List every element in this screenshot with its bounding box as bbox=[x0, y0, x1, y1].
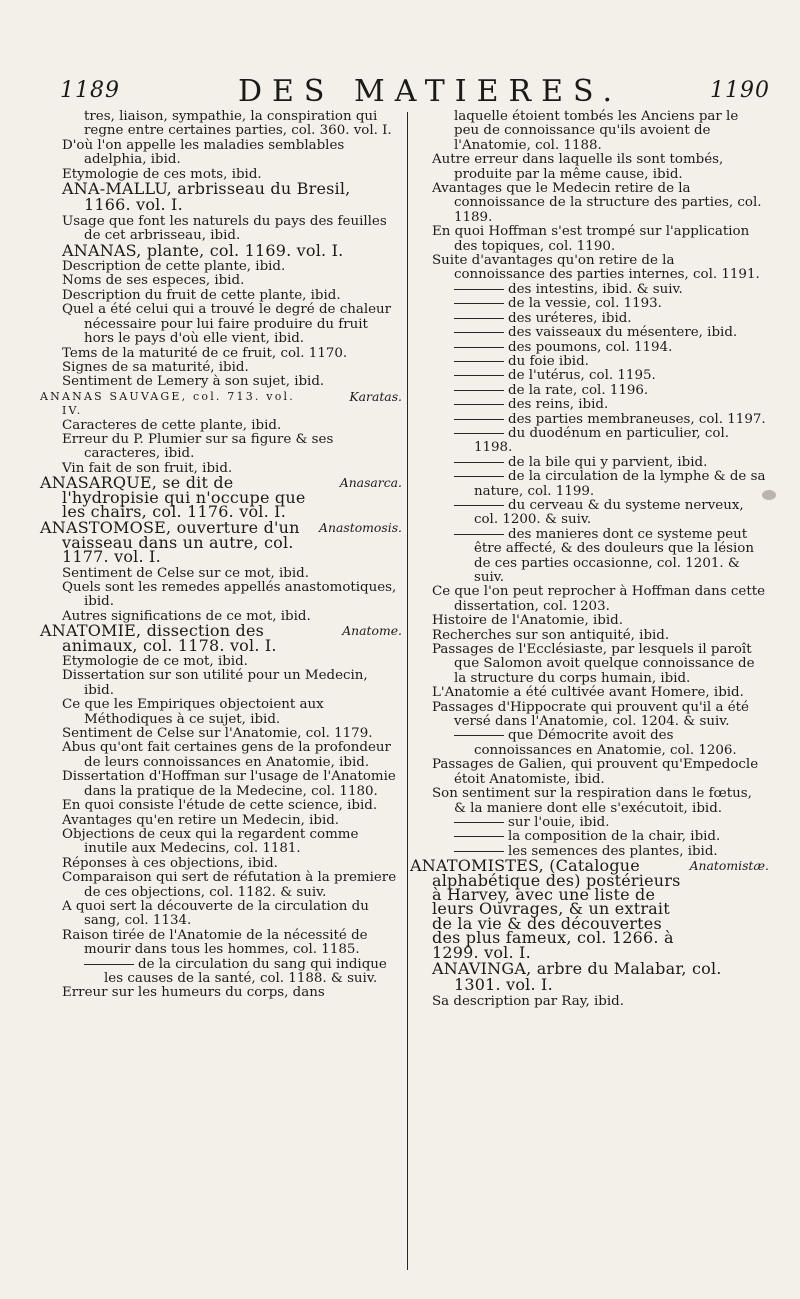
index-entry bbox=[432, 225, 767, 254]
ditto-dash bbox=[454, 735, 504, 736]
entry-text: Ce que les Empiriques objectoient aux Méthodiques à ce sujet, ibid. bbox=[62, 697, 324, 727]
index-entry bbox=[432, 787, 767, 816]
index-entry bbox=[62, 900, 400, 929]
index-entry bbox=[432, 182, 767, 225]
index-entry bbox=[62, 655, 400, 669]
entry-text: ANASTOMOSE, ouverture d'un vaisseau dans un autre, col. 1177. vol. I. bbox=[40, 518, 300, 567]
index-subentry bbox=[62, 958, 400, 987]
index-entry bbox=[62, 828, 400, 857]
entry-text: Sentiment de Celse sur l'Anatomie, col. 1179. bbox=[62, 726, 373, 742]
latin-marginal-term: Anasarca. bbox=[339, 475, 402, 491]
ditto-dash bbox=[454, 318, 504, 319]
ditto-dash bbox=[454, 836, 504, 837]
entry-text: de la bile qui y parvient, ibid. bbox=[508, 454, 708, 470]
ditto-dash bbox=[454, 289, 504, 290]
ditto-dash bbox=[454, 851, 504, 852]
index-entry bbox=[62, 698, 400, 727]
entry-text: ANATOMIE, dissection des animaux, col. 1178. vol. I. bbox=[40, 621, 277, 655]
index-headword-entry bbox=[40, 621, 402, 655]
index-headword-entry bbox=[40, 518, 402, 567]
right-column bbox=[410, 109, 769, 1009]
entry-text: de la vessie, col. 1193. bbox=[508, 296, 662, 312]
entry-text: Son sentiment sur la respiration dans le fœtus, & la maniere dont elle s'exécutoit, ibid. bbox=[432, 786, 752, 816]
index-entry bbox=[62, 419, 400, 433]
entry-text: des manieres dont ce systeme peut être affecté, & des douleurs que la lésion de ces parties occasionne, col. 1201. & suiv. bbox=[474, 526, 754, 585]
index-subentry bbox=[432, 816, 767, 830]
index-subentry bbox=[432, 830, 767, 844]
entry-text: des vaisseaux du mésentere, ibid. bbox=[508, 325, 738, 341]
entry-text: Passages de l'Ecclésiaste, par lesquels il paroît que Salomon avoit quelque connoissance de la structure du corps humain, ibid. bbox=[432, 642, 755, 686]
index-entry bbox=[432, 614, 767, 628]
ditto-dash bbox=[454, 404, 504, 405]
entry-text: Erreur du P. Plumier sur sa figure & ses caracteres, ibid. bbox=[62, 431, 334, 462]
index-entry bbox=[62, 361, 400, 375]
index-entry bbox=[62, 274, 400, 288]
ditto-dash bbox=[454, 332, 504, 333]
index-headword-entry bbox=[40, 388, 402, 419]
entry-text: Description du fruit de cette plante, ibid. bbox=[62, 287, 341, 303]
entry-text: Vin fait de son fruit, ibid. bbox=[62, 460, 233, 476]
entry-text: Histoire de l'Anatomie, ibid. bbox=[432, 613, 623, 629]
index-subentry bbox=[432, 369, 767, 383]
entry-text: Signes de sa maturité, ibid. bbox=[62, 359, 249, 375]
entry-text: du cerveau & du systeme nerveux, col. 1200. & suiv. bbox=[474, 497, 744, 528]
index-subentry bbox=[432, 283, 767, 297]
entry-text: Erreur sur les humeurs du corps, dans bbox=[62, 985, 325, 1001]
index-entry bbox=[62, 567, 400, 581]
entry-text: Dissertation sur son utilité pour un Medecin, ibid. bbox=[62, 668, 368, 698]
index-subentry bbox=[432, 729, 767, 758]
entry-text: Suite d'avantages qu'on retire de la connoissance des parties internes, col. 1191. bbox=[432, 253, 760, 283]
index-entry bbox=[62, 303, 400, 346]
entry-text: sur l'ouie, ibid. bbox=[508, 814, 610, 830]
index-entry bbox=[62, 814, 400, 828]
index-entry bbox=[432, 254, 767, 283]
ditto-dash bbox=[454, 303, 504, 304]
entry-text: Quels sont les remedes appellés anastomotiques, ibid. bbox=[62, 580, 397, 610]
index-entry bbox=[432, 110, 767, 153]
latin-marginal-term: Anastomosis. bbox=[319, 520, 402, 536]
page-header bbox=[60, 74, 770, 112]
ditto-dash bbox=[454, 433, 504, 434]
index-headword-entry bbox=[62, 240, 400, 260]
index-entry bbox=[62, 433, 400, 462]
index-entry bbox=[432, 643, 767, 686]
entry-text: Passages d'Hippocrate qui prouvent qu'il a été versé dans l'Anatomie, col. 1204. & suiv. bbox=[432, 699, 749, 730]
index-subentry bbox=[432, 398, 767, 412]
entry-text: des intestins, ibid. & suiv. bbox=[508, 281, 683, 297]
index-entry bbox=[62, 375, 400, 389]
entry-text: ANAVINGA, arbre du Malabar, col. 1301. vol. I. bbox=[432, 958, 722, 995]
index-entry bbox=[62, 289, 400, 303]
left-page-number: 1189 bbox=[60, 78, 120, 103]
ditto-dash bbox=[454, 822, 504, 823]
entry-text: ANA-MALLU, arbrisseau du Bresil, 1166. vol. I. bbox=[62, 179, 351, 215]
entry-text: Sa description par Ray, ibid. bbox=[432, 993, 624, 1009]
index-entry bbox=[432, 995, 767, 1009]
entry-text: Noms de ses especes, ibid. bbox=[62, 273, 245, 289]
entry-text: laquelle étoient tombés les Anciens par le peu de connoissance qu'ils avoient de l'Anatomie, col. 1188. bbox=[454, 109, 739, 153]
latin-marginal-term: Anatome. bbox=[342, 623, 402, 639]
entry-text: Usage que font les naturels du pays des feuilles de cet arbrisseau, ibid. bbox=[62, 213, 387, 244]
entry-text: Sentiment de Lemery à son sujet, ibid. bbox=[62, 374, 325, 390]
entry-text: que Démocrite avoit des connoissances en Anatomie, col. 1206. bbox=[474, 728, 737, 758]
index-subentry bbox=[432, 326, 767, 340]
index-entry bbox=[62, 347, 400, 361]
index-subentry bbox=[432, 470, 767, 499]
entry-text: Abus qu'ont fait certaines gens de la profondeur de leurs connoissances en Anatomie, ibid. bbox=[62, 740, 391, 770]
entry-text: du duodénum en particulier, col. 1198. bbox=[474, 425, 729, 456]
index-entry bbox=[432, 585, 767, 614]
index-subentry bbox=[432, 427, 767, 456]
right-page-number: 1190 bbox=[710, 78, 770, 103]
ditto-dash bbox=[454, 462, 504, 463]
entry-text: des uréteres, ibid. bbox=[508, 310, 632, 326]
index-entry bbox=[62, 139, 400, 168]
index-entry bbox=[432, 629, 767, 643]
ditto-dash bbox=[454, 534, 504, 535]
column-divider bbox=[407, 112, 408, 1270]
index-headword-entry bbox=[62, 179, 400, 215]
entry-text: L'Anatomie a été cultivée avant Homere, ibid. bbox=[432, 685, 744, 701]
index-entry bbox=[62, 581, 400, 610]
entry-text: Autre erreur dans laquelle ils sont tombés, produite par la même cause, ibid. bbox=[432, 152, 724, 182]
entry-text: Recherches sur son antiquité, ibid. bbox=[432, 627, 670, 643]
running-title: DES MATIERES. bbox=[237, 74, 623, 109]
entry-text: Dissertation d'Hoffman sur l'usage de l'Anatomie dans la pratique de la Medecine, col. 1180. bbox=[62, 769, 396, 799]
entry-text: de la rate, col. 1196. bbox=[508, 382, 649, 398]
entry-text: tres, liaison, sympathie, la conspiration qui regne entre certaines parties, col. 360. vol. I. bbox=[84, 109, 392, 139]
index-subentry bbox=[432, 384, 767, 398]
ditto-dash bbox=[454, 361, 504, 362]
index-entry bbox=[62, 727, 400, 741]
left-column bbox=[40, 109, 402, 1001]
index-subentry bbox=[432, 528, 767, 586]
entry-text: de l'utérus, col. 1195. bbox=[508, 368, 656, 384]
index-subentry bbox=[432, 312, 767, 326]
entry-text: Objections de ceux qui la regardent comme inutile aux Medecins, col. 1181. bbox=[62, 826, 359, 857]
index-headword-entry bbox=[432, 958, 767, 995]
entry-text: des parties membraneuses, col. 1197. bbox=[508, 411, 766, 427]
index-subentry bbox=[432, 499, 767, 528]
ditto-dash bbox=[454, 476, 504, 477]
ditto-dash bbox=[454, 390, 504, 391]
index-entry bbox=[432, 686, 767, 700]
entry-text: En quoi Hoffman s'est trompé sur l'application des topiques, col. 1190. bbox=[432, 224, 750, 254]
index-headword-entry bbox=[410, 856, 769, 962]
entry-text: Raison tirée de l'Anatomie de la nécessité de mourir dans tous les hommes, col. 1185. bbox=[62, 927, 368, 958]
index-entry bbox=[62, 770, 400, 799]
index-entry bbox=[62, 260, 400, 274]
entry-text: Réponses à ces objections, ibid. bbox=[62, 855, 278, 871]
entry-text: ANASARQUE, se dit de l'hydropisie qui n'occupe que les chairs, col. 1176. vol. I. bbox=[40, 473, 306, 521]
index-entry bbox=[62, 857, 400, 871]
index-entry bbox=[62, 215, 400, 244]
entry-text: des poumons, col. 1194. bbox=[508, 339, 673, 355]
index-subentry bbox=[432, 341, 767, 355]
entry-text: Passages de Galien, qui prouvent qu'Empedocle étoit Anatomiste, ibid. bbox=[432, 757, 759, 787]
entry-text: ANANAS SAUVAGE, col. 713. vol. IV. bbox=[40, 389, 295, 418]
entry-text: Ce que l'on peut reprocher à Hoffman dans cette dissertation, col. 1203. bbox=[432, 584, 766, 614]
ditto-dash bbox=[454, 505, 504, 506]
index-subentry bbox=[432, 413, 767, 427]
index-entry bbox=[432, 701, 767, 730]
latin-marginal-term: Karatas. bbox=[349, 388, 402, 404]
entry-text: Avantages qu'en retire un Medecin, ibid. bbox=[62, 812, 340, 828]
ditto-dash bbox=[84, 964, 134, 965]
entry-text: Description de cette plante, ibid. bbox=[62, 259, 286, 275]
index-entry bbox=[432, 153, 767, 182]
index-entry bbox=[62, 871, 400, 900]
entry-text: D'où l'on appelle les maladies semblables adelphia, ibid. bbox=[62, 137, 345, 168]
entry-text: Etymologie de ce mot, ibid. bbox=[62, 654, 248, 670]
entry-text: des reins, ibid. bbox=[508, 397, 609, 413]
entry-text: Avantages que le Medecin retire de la connoissance de la structure des parties, col. 1189. bbox=[432, 181, 762, 225]
ditto-dash bbox=[454, 375, 504, 376]
entry-text: la composition de la chair, ibid. bbox=[508, 829, 721, 845]
entry-text: Quel a été celui qui a trouvé le degré de chaleur nécessaire pour lui faire produire du fruit hors le pays d'où elle vient, ibid. bbox=[62, 302, 392, 347]
index-entry bbox=[62, 669, 400, 698]
index-entry bbox=[62, 110, 400, 139]
entry-text: Sentiment de Celse sur ce mot, ibid. bbox=[62, 565, 309, 581]
index-subentry bbox=[432, 456, 767, 470]
entry-text: de la circulation du sang qui indique les causes de la santé, col. 1188. & suiv. bbox=[104, 956, 387, 986]
entry-text: ANATOMISTES, (Catalogue alphabétique des) postérieurs à Harvey, avec une liste de leurs Ouvrages, & un extrait de la vie & des découvertes des plus fameux, col. 1266. à 1299. vol. I. bbox=[410, 856, 681, 962]
entry-text: A quoi sert la découverte de la circulation du sang, col. 1134. bbox=[62, 898, 369, 929]
entry-text: Caracteres de cette plante, ibid. bbox=[62, 417, 282, 433]
index-headword-entry bbox=[40, 473, 402, 521]
latin-marginal-term: Anatomistæ. bbox=[689, 858, 769, 874]
entry-text: En quoi consiste l'étude de cette science, ibid. bbox=[62, 798, 378, 814]
index-entry bbox=[62, 741, 400, 770]
ditto-dash bbox=[454, 419, 504, 420]
index-entry bbox=[62, 799, 400, 813]
entry-text: ANANAS, plante, col. 1169. vol. I. bbox=[62, 240, 344, 260]
paper-stain bbox=[762, 490, 776, 500]
entry-text: les semences des plantes, ibid. bbox=[508, 843, 718, 859]
entry-text: Comparaison qui sert de réfutation à la premiere de ces objections, col. 1182. & suiv. bbox=[62, 870, 397, 900]
index-subentry bbox=[432, 355, 767, 369]
index-entry bbox=[62, 929, 400, 958]
entry-text: Autres significations de ce mot, ibid. bbox=[62, 608, 311, 624]
entry-text: Tems de la maturité de ce fruit, col. 1170. bbox=[62, 345, 348, 361]
entry-text: du foie ibid. bbox=[508, 353, 589, 369]
entry-text: de la circulation de la lymphe & de sa nature, col. 1199. bbox=[474, 469, 766, 499]
ditto-dash bbox=[454, 347, 504, 348]
index-subentry bbox=[432, 297, 767, 311]
index-entry bbox=[432, 758, 767, 787]
index-entry bbox=[62, 986, 400, 1000]
entry-text: Etymologie de ces mots, ibid. bbox=[62, 166, 262, 182]
